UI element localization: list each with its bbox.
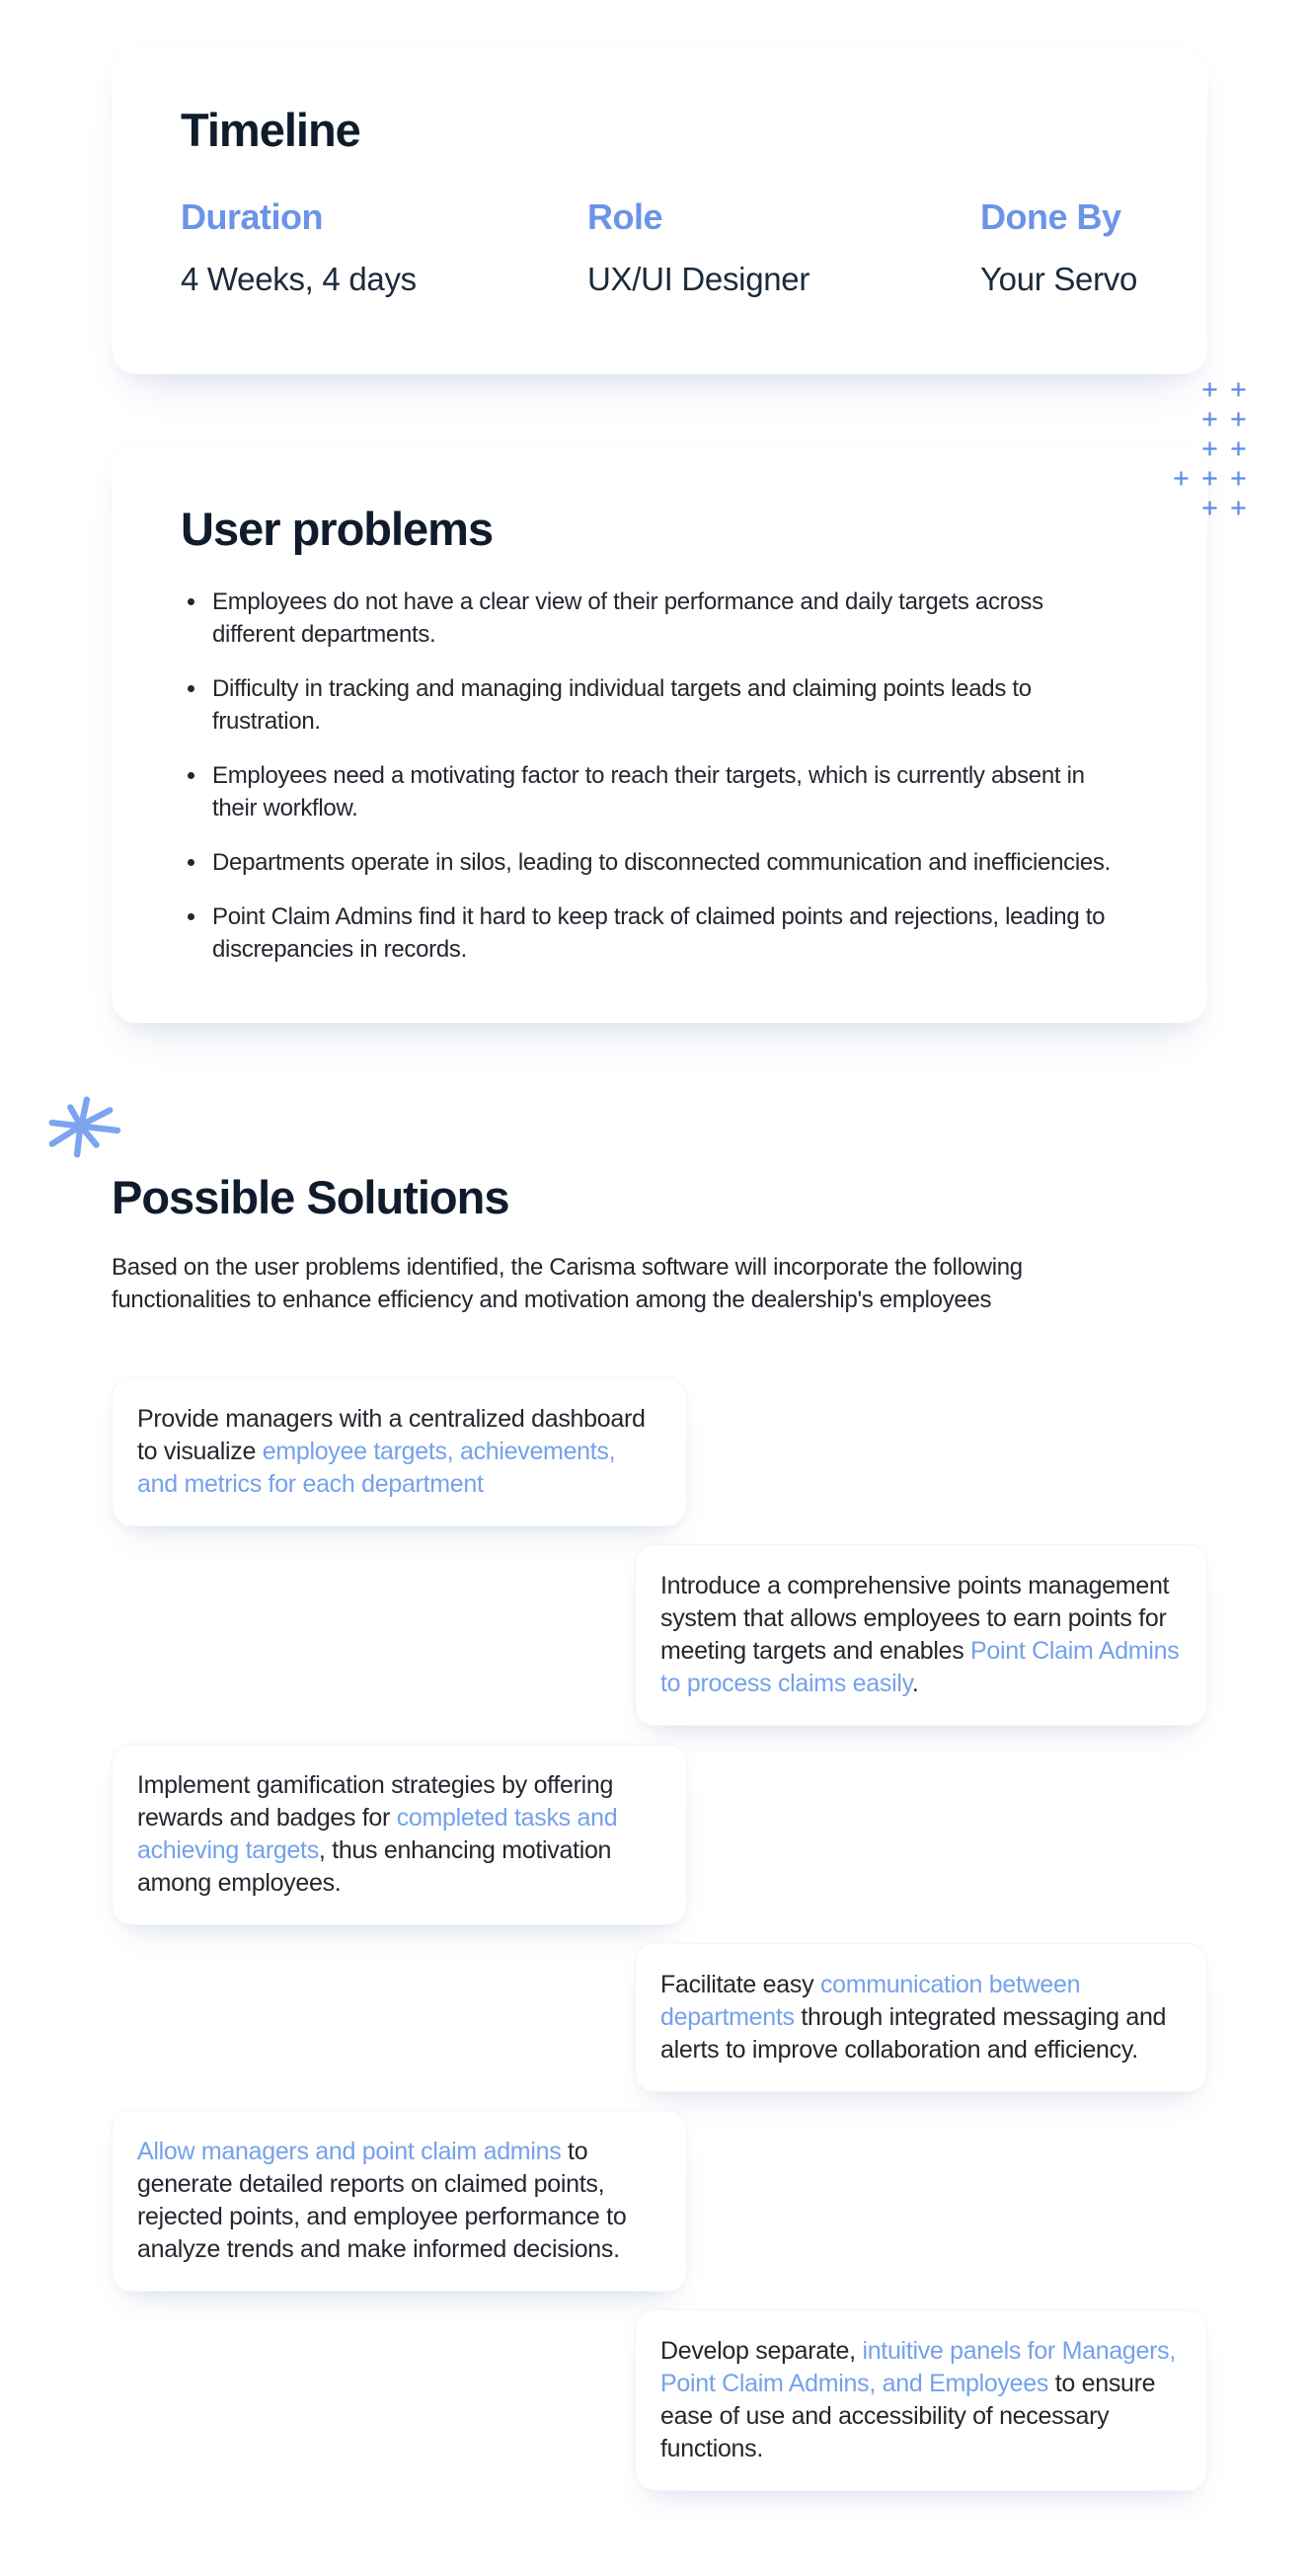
timeline-title: Timeline (181, 104, 360, 156)
timeline-card (112, 48, 1207, 374)
solution-text (660, 2335, 1182, 2465)
text-segment: through integrated messaging and alerts to improve collaboration and efficiency. (660, 2003, 1167, 2065)
plus-icon (1224, 374, 1253, 404)
timeline-columns (181, 195, 1138, 299)
timeline-column (980, 195, 1138, 299)
plus-grid-empty-cell (1167, 493, 1195, 522)
solution-card (112, 1377, 687, 1526)
plus-icon (1224, 433, 1253, 463)
plus-icon (1195, 404, 1224, 433)
timeline-column-value: 4 Weeks, 4 days (181, 260, 417, 297)
problem-item: Point Claim Admins find it hard to keep track of claimed points and rejections, leading to discrepancies in records. (181, 900, 1118, 966)
plus-grid-empty-cell (1167, 433, 1195, 463)
highlighted-phrase: completed tasks and achieving targets (137, 1804, 618, 1865)
user-problems-card (112, 445, 1207, 1024)
possible-solutions-intro: Based on the user problems identified, the Carisma software will incorporate the following functionalities to enhance efficiency and motivation among the dealership's employees (112, 1254, 1023, 1314)
text-segment: , thus enhancing motivation among employees. (137, 1836, 612, 1898)
solution-card (635, 1943, 1207, 2092)
text-segment: to ensure ease of use and accessibility of necessary functions. (660, 2370, 1156, 2463)
timeline-column (181, 195, 587, 299)
solution-text (137, 1769, 661, 1900)
problem-item: Difficulty in tracking and managing individual targets and claiming points leads to frustration. (181, 672, 1118, 738)
timeline-column (587, 195, 980, 299)
timeline-column-value: UX/UI Designer (587, 260, 810, 297)
problem-item: Departments operate in silos, leading to disconnected communication and inefficiencies. (181, 846, 1118, 879)
text-segment: Implement gamification strategies by offering rewards and badges for (137, 1771, 614, 1833)
solution-text (137, 2136, 661, 2266)
highlighted-phrase: intuitive panels for Managers, Point Claim Admins, and Employees (660, 2337, 1177, 2398)
plus-pattern-decoration (1167, 374, 1253, 522)
problem-item: Employees need a motivating factor to reach their targets, which is currently absent in their workflow. (181, 759, 1118, 824)
user-problems-list (181, 585, 1118, 966)
timeline-column-value: Your Servo (980, 260, 1138, 297)
text-segment: Develop separate, (660, 2337, 863, 2366)
highlighted-phrase: Allow managers and point claim admins (137, 2138, 562, 2166)
solution-card (112, 2110, 687, 2292)
plus-icon (1195, 433, 1224, 463)
solution-text (660, 1969, 1182, 2067)
highlighted-phrase: communication between departments (660, 1971, 1081, 2032)
solution-text (137, 1403, 661, 1501)
content-wrapper (112, 48, 1207, 2491)
case-study-page (0, 48, 1309, 2576)
plus-icon (1195, 463, 1224, 493)
plus-icon (1167, 463, 1195, 493)
plus-icon (1224, 404, 1253, 433)
timeline-column-label: Done By (980, 195, 1121, 237)
text-segment: Provide managers with a centralized dashboard to visualize (137, 1405, 646, 1466)
timeline-column-label: Role (587, 195, 663, 237)
solution-card (635, 1544, 1207, 1726)
plus-icon (1195, 493, 1224, 522)
user-problems-title: User problems (181, 502, 494, 555)
plus-grid-empty-cell (1167, 404, 1195, 433)
text-segment: Introduce a comprehensive points management system that allows employees to earn points for meeting targets and enables (660, 1572, 1170, 1666)
highlighted-phrase: Point Claim Admins to process claims easily (660, 1637, 1180, 1698)
solution-card (635, 2309, 1207, 2491)
plus-grid-empty-cell (1167, 374, 1195, 404)
plus-icon (1224, 463, 1253, 493)
solution-cards (112, 1377, 1207, 2491)
timeline-column-label: Duration (181, 195, 323, 237)
plus-icon (1224, 493, 1253, 522)
solution-card (112, 1744, 687, 1925)
solution-text (660, 1570, 1182, 1700)
text-segment: Facilitate easy (660, 1971, 820, 1999)
asterisk-icon (42, 1096, 121, 1159)
problem-item: Employees do not have a clear view of their performance and daily targets across different departments. (181, 585, 1118, 651)
possible-solutions-section (112, 1096, 1207, 2491)
possible-solutions-title: Possible Solutions (112, 1171, 509, 1224)
text-segment: . (911, 1670, 919, 1698)
text-segment: to generate detailed reports on claimed points, rejected points, and employee performance to analyze trends and make informed decisions. (137, 2138, 627, 2264)
highlighted-phrase: employee targets, achievements, and metrics for each department (137, 1438, 616, 1499)
plus-icon (1195, 374, 1224, 404)
